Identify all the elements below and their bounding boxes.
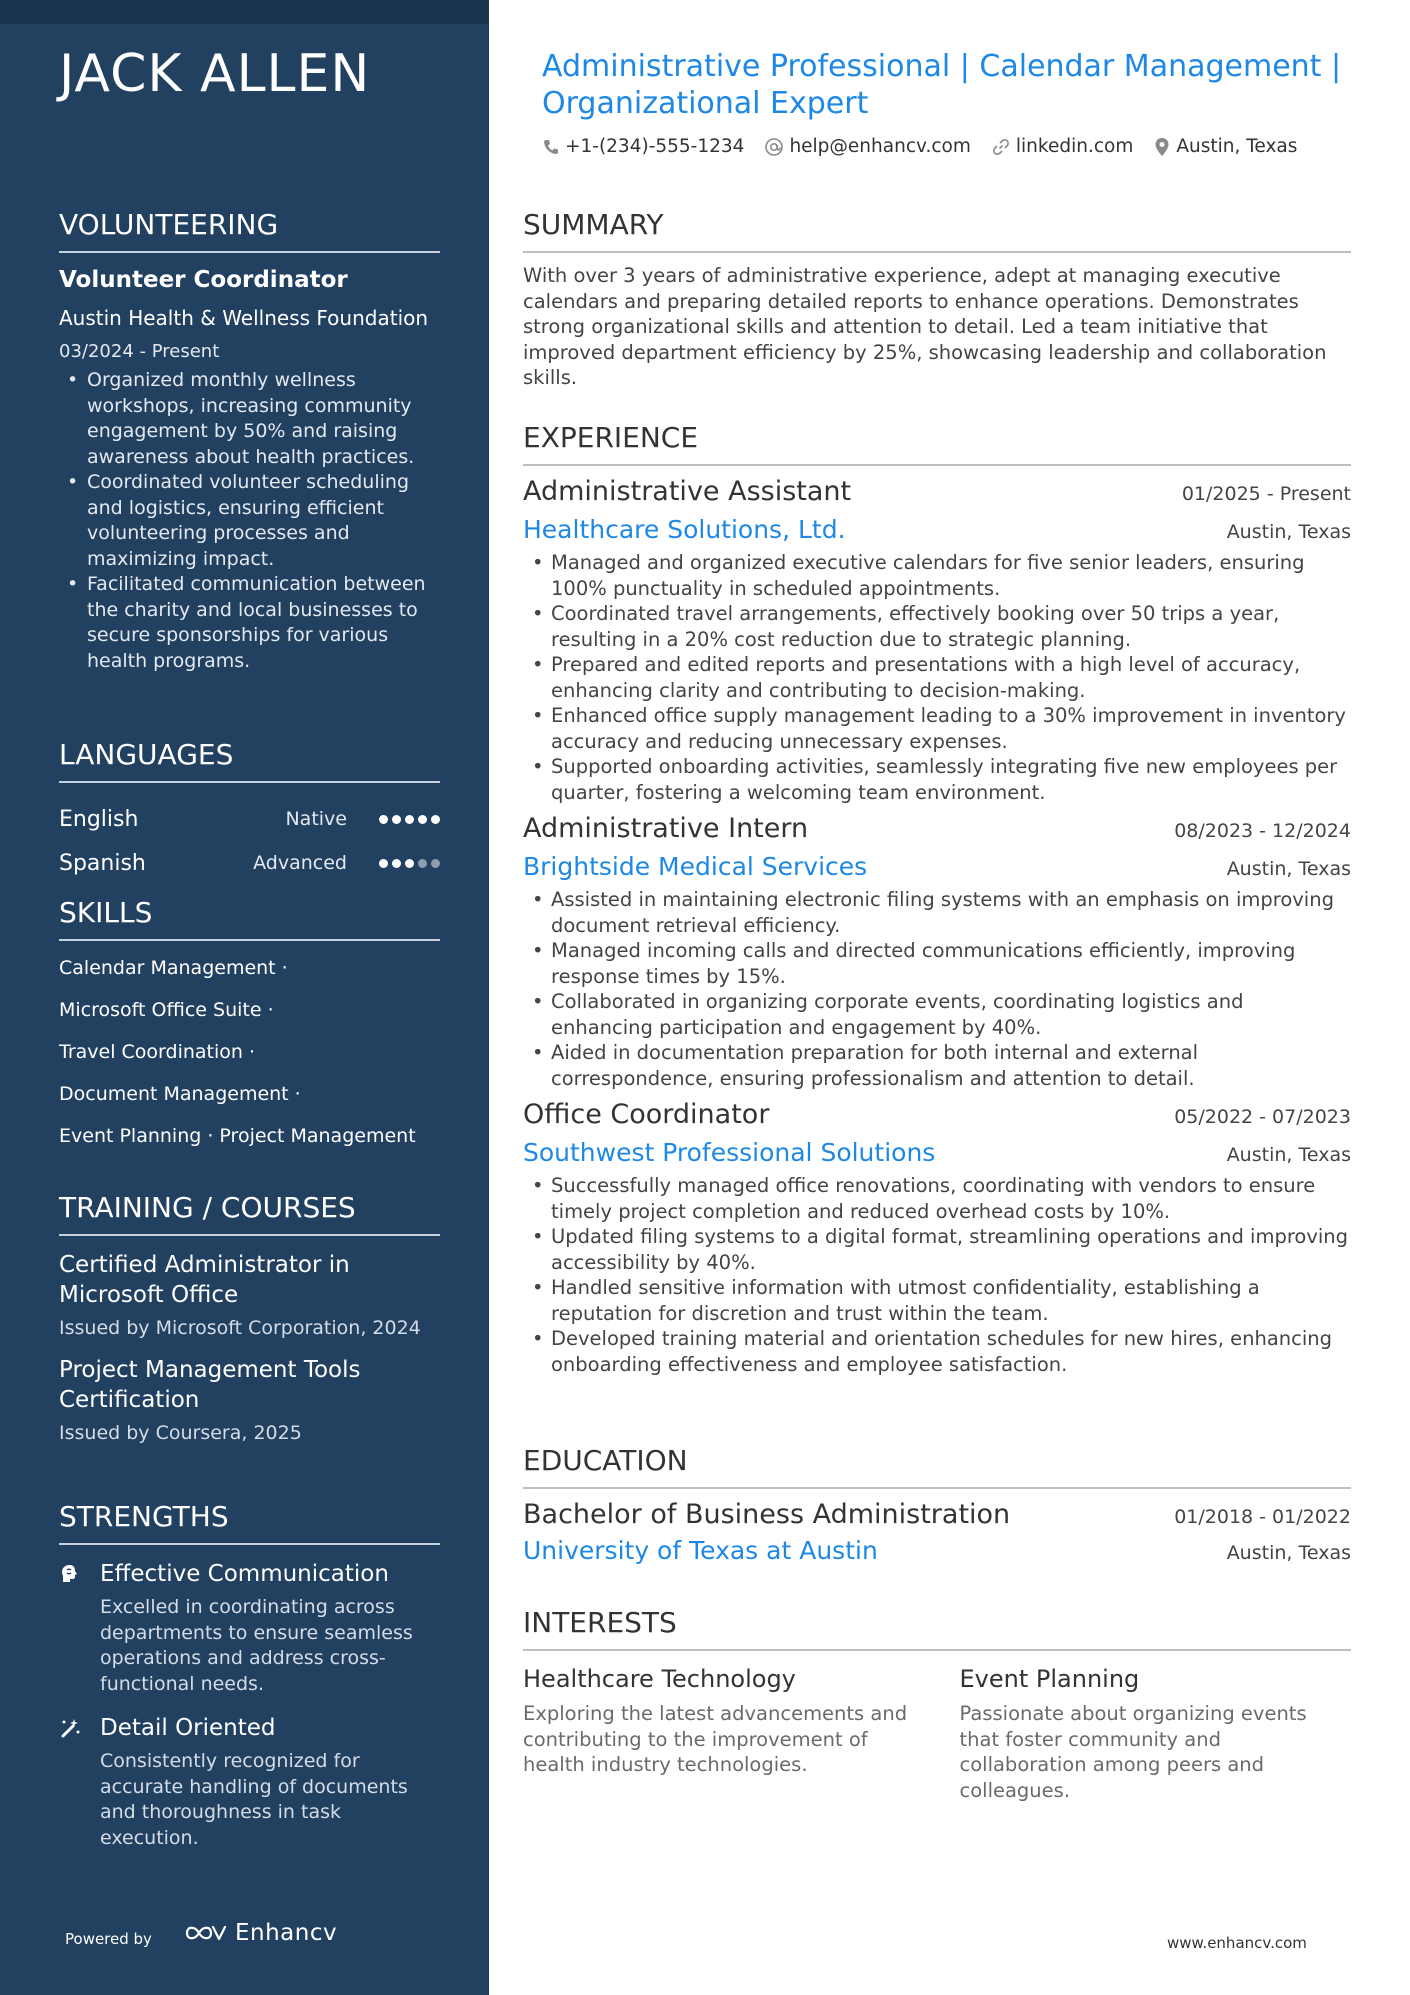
job-bullet: • Supported onboarding activities, seamlessly integrating five new employees per quarter, fostering a welcoming team environment.	[523, 754, 1351, 805]
skill-item: Event Planning · Project Management	[59, 1125, 416, 1147]
education-date: 01/2018 - 01/2022	[1174, 1506, 1351, 1528]
skills-title: SKILLS	[59, 896, 440, 941]
job-date: 08/2023 - 12/2024	[1174, 820, 1351, 842]
languages-section	[59, 738, 440, 885]
job-bullet: • Managed and organized executive calendars for five senior leaders, ensuring 100% punctuality in scheduled appointments.	[523, 550, 1351, 601]
interest-title: Healthcare Technology	[523, 1665, 796, 1693]
strength-item	[59, 1559, 440, 1697]
job-title: Office Coordinator	[523, 1099, 770, 1130]
contact-email[interactable]	[764, 136, 970, 157]
language-rating	[379, 815, 440, 824]
summary-title: SUMMARY	[523, 208, 1351, 253]
volunteering-title: VOLUNTEERING	[59, 208, 440, 253]
location-text: Austin, Texas	[1176, 136, 1298, 157]
language-level: Native	[285, 808, 347, 830]
job-bullet: • Coordinated travel arrangements, effectively booking over 50 trips a year, resulting in a 20% cost reduction due to strategic planning.	[523, 601, 1351, 652]
skill-item: Travel Coordination ·	[59, 1041, 256, 1063]
job-bullet: • Successfully managed office renovations, coordinating with vendors to ensure timely project completion and reduced overhead costs by 10%.	[523, 1173, 1351, 1224]
job-bullet: • Prepared and edited reports and presentations with a high level of accuracy, enhancing clarity and contributing to decision-making.	[523, 652, 1351, 703]
job-title: Administrative Intern	[523, 813, 809, 844]
training-section	[59, 1191, 440, 1460]
job-bullet: • Collaborated in organizing corporate events, coordinating logistics and enhancing participation and engagement by 40%.	[523, 989, 1351, 1040]
rating-dot-empty	[431, 859, 440, 868]
languages-title: LANGUAGES	[59, 738, 440, 783]
interest-description: Passionate about organizing events that foster community and collaboration among peers and colleagues.	[959, 1702, 1307, 1802]
skills-section	[59, 896, 440, 1157]
skill-item: Document Management ·	[59, 1083, 301, 1105]
enhancv-logo[interactable]	[183, 1920, 337, 1946]
strength-description: Consistently recognized for accurate handling of documents and thoroughness in task execution.	[100, 1750, 408, 1849]
skill-item: Microsoft Office Suite ·	[59, 999, 274, 1021]
course-issuer: Issued by Microsoft Corporation, 2024	[59, 1317, 421, 1339]
experience-section	[523, 421, 1351, 1385]
rating-dot-empty	[418, 859, 427, 868]
language-level: Advanced	[253, 852, 347, 874]
job-bullets	[523, 887, 1351, 1091]
job-bullet: • Updated filing systems to a digital format, streamlining operations and improving accessibility by 40%.	[523, 1224, 1351, 1275]
brain-icon	[59, 1563, 81, 1585]
contact-bar	[542, 136, 1317, 157]
job-location: Austin, Texas	[1226, 521, 1351, 543]
volunteer-organization: Austin Health & Wellness Foundation	[59, 306, 429, 330]
rating-dot-filled	[379, 859, 388, 868]
education-location: Austin, Texas	[1226, 1542, 1351, 1564]
school[interactable]: University of Texas at Austin	[523, 1536, 878, 1565]
volunteer-bullet: • Coordinated volunteer scheduling and logistics, ensuring efficient volunteering processes and maximizing impact.	[59, 470, 440, 572]
summary-section	[523, 208, 1351, 391]
strengths-section	[59, 1500, 440, 1867]
job-bullet: • Managed incoming calls and directed communications efficiently, improving response times by 15%.	[523, 938, 1351, 989]
language-name: English	[59, 806, 139, 832]
course-title: Project Management Tools Certification	[59, 1357, 361, 1413]
course-title: Certified Administrator in Microsoft Office	[59, 1252, 350, 1308]
interests-section	[523, 1606, 1351, 1803]
enhancv-brand: Enhancv	[235, 1920, 338, 1946]
link-icon	[991, 137, 1011, 157]
volunteer-bullets	[59, 368, 440, 674]
job-bullets	[523, 1173, 1351, 1377]
language-name: Spanish	[59, 850, 146, 876]
job-date: 05/2022 - 07/2023	[1174, 1106, 1351, 1128]
magic-wand-icon	[59, 1717, 81, 1739]
job-title: Administrative Assistant	[523, 476, 852, 507]
contact-location	[1153, 136, 1297, 157]
volunteering-section	[59, 208, 440, 674]
summary-text: With over 3 years of administrative experience, adept at managing executive calendars and preparing detailed reports to enhance operations. Demonstrates strong organizational skills and attention to detail. Led a team initiative that improved department efficiency by 25%, showcasing leadership and collaboration skills.	[523, 264, 1327, 389]
job-entry	[523, 1099, 1351, 1377]
job-bullet: • Handled sensitive information with utmost confidentiality, establishing a reputation for discretion and trust within the team.	[523, 1275, 1351, 1326]
strength-item	[59, 1713, 440, 1851]
job-bullet: • Assisted in maintaining electronic filing systems with an emphasis on improving document retrieval efficiency.	[523, 887, 1351, 938]
sidebar-top-bar	[0, 0, 489, 24]
language-row	[59, 797, 440, 841]
experience-title: EXPERIENCE	[523, 421, 1351, 466]
rating-dot-filled	[392, 859, 401, 868]
email-text: help@enhancv.com	[789, 136, 971, 157]
candidate-name: JACK ALLEN	[59, 44, 371, 104]
volunteer-date: 03/2024 - Present	[59, 341, 220, 362]
job-location: Austin, Texas	[1226, 1144, 1351, 1166]
volunteer-role: Volunteer Coordinator	[59, 267, 348, 293]
interest-description: Exploring the latest advancements and contributing to the improvement of health industry technologies.	[523, 1702, 908, 1776]
volunteer-bullet: • Organized monthly wellness workshops, increasing community engagement by 50% and raising awareness about health practices.	[59, 368, 440, 470]
strength-title: Effective Communication	[100, 1561, 389, 1587]
job-location: Austin, Texas	[1226, 858, 1351, 880]
location-pin-icon	[1153, 137, 1171, 157]
education-section	[523, 1444, 1351, 1565]
contact-linkedin[interactable]	[991, 136, 1133, 157]
strength-description: Excelled in coordinating across departments to ensure seamless operations and address cross-functional needs.	[100, 1596, 413, 1695]
interest-item	[523, 1663, 915, 1803]
interests-title: INTERESTS	[523, 1606, 1351, 1651]
interest-title: Event Planning	[959, 1665, 1140, 1693]
phone-icon	[542, 138, 560, 156]
job-company[interactable]: Southwest Professional Solutions	[523, 1138, 936, 1167]
linkedin-text: linkedin.com	[1015, 136, 1134, 157]
rating-dot-filled	[379, 815, 388, 824]
rating-dot-filled	[418, 815, 427, 824]
language-row	[59, 841, 440, 885]
job-entry	[523, 476, 1351, 805]
job-bullet: • Developed training material and orientation schedules for new hires, enhancing onboarding effectiveness and employee satisfaction.	[523, 1326, 1351, 1377]
enhancv-logo-icon	[183, 1922, 229, 1944]
rating-dot-filled	[392, 815, 401, 824]
language-rating	[379, 859, 440, 868]
training-title: TRAINING / COURSES	[59, 1191, 440, 1236]
job-date: 01/2025 - Present	[1181, 483, 1351, 505]
contact-phone[interactable]	[542, 136, 744, 157]
job-entry	[523, 813, 1351, 1091]
at-sign-icon	[764, 137, 784, 157]
course-issuer: Issued by Coursera, 2025	[59, 1422, 302, 1444]
interest-item	[960, 1663, 1352, 1803]
rating-dot-filled	[431, 815, 440, 824]
headline: Administrative Professional | Calendar Management | Organizational Expert	[542, 49, 1342, 121]
rating-dot-filled	[405, 815, 414, 824]
powered-by-label: Powered by	[65, 1930, 152, 1948]
footer-url[interactable]: www.enhancv.com	[1167, 1934, 1307, 1952]
strengths-title: STRENGTHS	[59, 1500, 440, 1545]
strength-title: Detail Oriented	[100, 1715, 276, 1741]
job-company[interactable]: Healthcare Solutions, Ltd.	[523, 515, 846, 544]
phone-text: +1-(234)-555-1234	[565, 136, 745, 157]
skill-item: Calendar Management ·	[59, 957, 288, 979]
job-bullet: • Aided in documentation preparation for both internal and external correspondence, ensuring professionalism and attention to detail.	[523, 1040, 1351, 1091]
volunteer-bullet: • Facilitated communication between the charity and local businesses to secure sponsorships for various health programs.	[59, 572, 440, 674]
job-bullet: • Enhanced office supply management leading to a 30% improvement in inventory accuracy and reducing unnecessary expenses.	[523, 703, 1351, 754]
education-title: EDUCATION	[523, 1444, 1351, 1489]
rating-dot-filled	[405, 859, 414, 868]
job-bullets	[523, 550, 1351, 805]
degree: Bachelor of Business Administration	[523, 1499, 1011, 1530]
job-company[interactable]: Brightside Medical Services	[523, 852, 868, 881]
